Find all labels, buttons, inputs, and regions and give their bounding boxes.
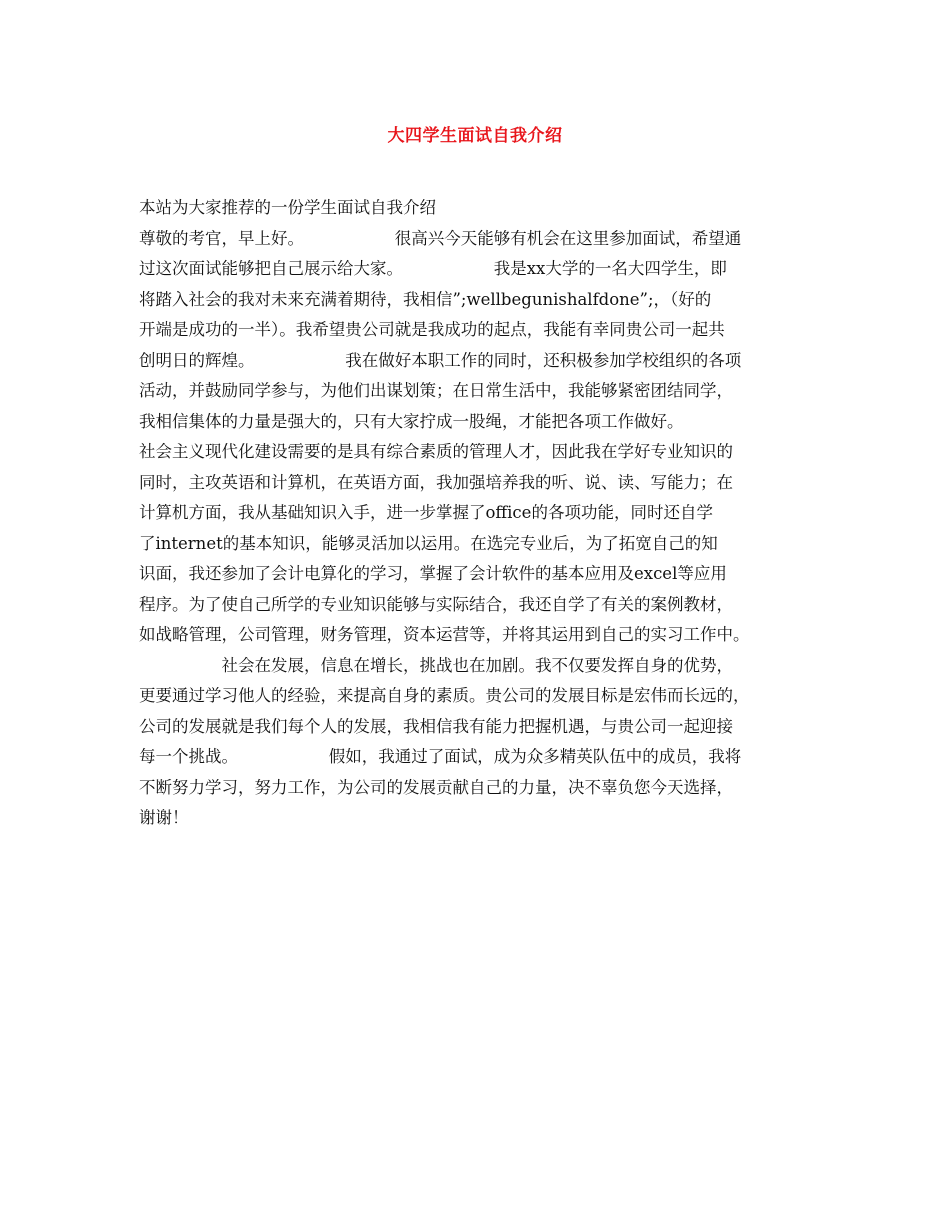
body-line: 识面，我还参加了会计电算化的学习，掌握了会计软件的基本应用及excel等应用 (139, 564, 727, 583)
body-line: 我相信集体的力量是强大的，只有大家拧成一股绳，才能把各项工作做好。 (139, 411, 684, 431)
body-line: 谢谢！ (139, 808, 189, 827)
body-line: 如战略管理，公司管理，财务管理，资本运营等，并将其运用到自己的实习工作中。 (139, 625, 750, 644)
body-line: 创明日的辉煌。 我在做好本职工作的同时，还积极参加学校组织的各项 (139, 350, 742, 370)
body-line: 更要通过学习他人的经验，来提高自身的素质。贵公司的发展目标是宏伟而长远的， (139, 686, 750, 705)
body-line: 同时，主攻英语和计算机，在英语方面，我加强培养我的听、说、读、写能力；在 (139, 472, 733, 492)
body-line: 程序。为了使自己所学的专业知识能够与实际结合，我还自学了有关的案例教材， (139, 594, 733, 614)
body-line: 开端是成功的一半）。我希望贵公司就是我成功的起点，我能有幸同贵公司一起共 (139, 320, 725, 339)
body-line: 将踏入社会的我对未来充满着期待，我相信”;wellbegunishalfdone”;，（好的 (139, 289, 712, 309)
body-line: 尊敬的考官，早上好。 很高兴今天能够有机会在这里参加面试，希望通 (139, 228, 742, 248)
body-line: 过这次面试能够把自己展示给大家。 我是xx大学的一名大四学生，即 (139, 259, 727, 278)
body-line: 了internet的基本知识，能够灵活加以运用。在选完专业后，为了拓宽自己的知 (139, 533, 718, 553)
document-body (139, 193, 829, 834)
body-line: 计算机方面，我从基础知识入手，进一步掌握了office的各项功能，同时还自学 (139, 503, 713, 522)
body-line: 活动，并鼓励同学参与，为他们出谋划策；在日常生活中，我能够紧密团结同学， (139, 381, 733, 400)
body-line: 社会在发展，信息在增长，挑战也在加剧。我不仅要发挥自身的优势， (139, 655, 733, 675)
body-line: 社会主义现代化建设需要的是具有综合素质的管理人才，因此我在学好专业知识的 (139, 442, 733, 461)
body-line: 每一个挑战。 假如，我通过了面试，成为众多精英队伍中的成员，我将 (139, 747, 742, 766)
document-title: 大四学生面试自我介绍 (387, 126, 563, 146)
body-line: 本站为大家推荐的一份学生面试自我介绍 (139, 198, 436, 217)
body-line: 不断努力学习，努力工作，为公司的发展贡献自己的力量，决不辜负您今天选择， (139, 777, 733, 797)
body-line: 公司的发展就是我们每个人的发展，我相信我有能力把握机遇，与贵公司一起迎接 (139, 716, 733, 736)
